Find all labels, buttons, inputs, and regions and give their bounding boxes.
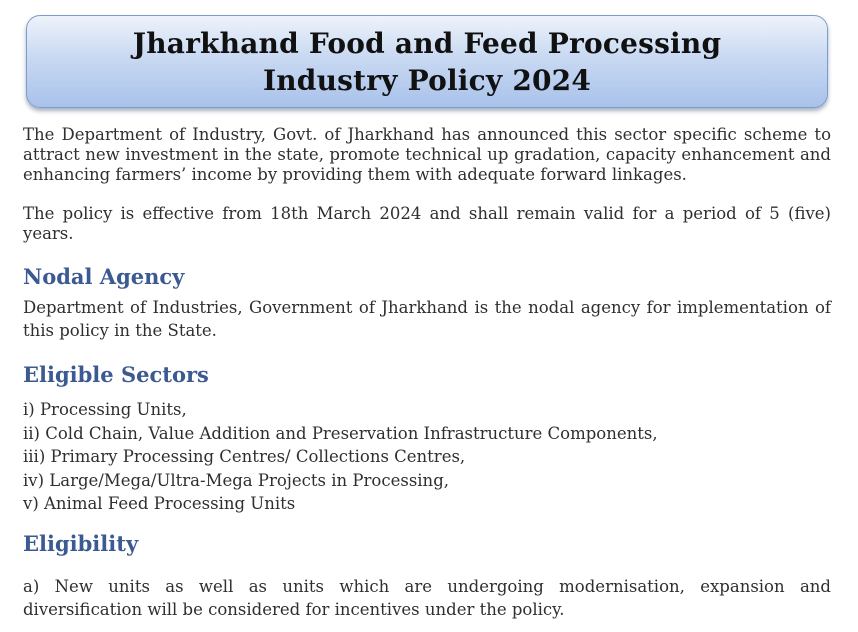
eligible-sectors-list	[23, 398, 658, 516]
list-item: i) Processing Units,	[23, 400, 187, 419]
eligible-sectors-heading: Eligible Sectors	[23, 362, 209, 387]
list-item: iii) Primary Processing Centres/ Collections Centres,	[23, 447, 466, 466]
page-title-line-2: Industry Policy 2024	[262, 63, 592, 97]
title-banner	[26, 15, 828, 108]
list-item: v) Animal Feed Processing Units	[23, 494, 296, 513]
eligibility-text: a) New units as well as units which are undergoing modernisation, expansion and diversification will be considered for incentives under the policy.	[23, 577, 831, 619]
intro-paragraph: The Department of Industry, Govt. of Jharkhand has announced this sector specific scheme to attract new investment in the state, promote technical up gradation, capacity enhancement and enhancing farmers’ income by providing them with adequate forward linkages.	[23, 125, 831, 184]
list-item: iv) Large/Mega/Ultra-Mega Projects in Processing,	[23, 470, 449, 490]
page-title-line-1: Jharkhand Food and Feed Processing	[132, 26, 722, 60]
nodal-agency-text: Department of Industries, Government of Jharkhand is the nodal agency for implementation of this policy in the State.	[23, 298, 831, 340]
eligibility-heading: Eligibility	[23, 531, 139, 556]
nodal-agency-heading: Nodal Agency	[23, 264, 185, 289]
list-item: ii) Cold Chain, Value Addition and Preservation Infrastructure Components,	[23, 423, 658, 443]
validity-paragraph: The policy is effective from 18th March 2024 and shall remain valid for a period of 5 (five) years.	[23, 204, 831, 243]
